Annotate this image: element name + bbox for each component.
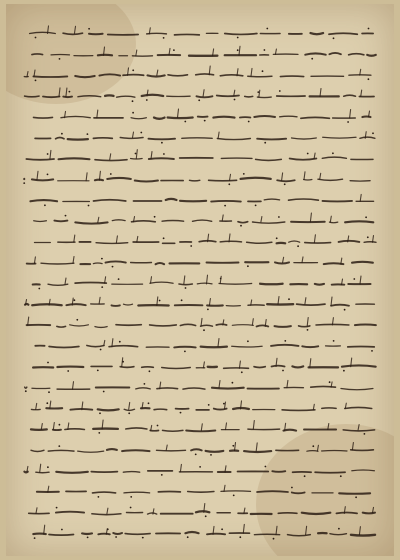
manuscript-line (23, 171, 370, 185)
manuscript-line (33, 524, 375, 539)
manuscript-line (33, 275, 371, 289)
manuscript-line (34, 213, 374, 227)
manuscript-line (24, 464, 374, 477)
manuscript-line (35, 339, 374, 353)
manuscript-line (27, 317, 376, 331)
manuscript-line (34, 109, 371, 123)
manuscript-line (35, 132, 375, 144)
manuscript-line (31, 401, 371, 414)
manuscript-line (24, 66, 371, 81)
manuscript-line (37, 485, 370, 498)
manuscript-line (32, 46, 376, 60)
manuscript-line (30, 194, 373, 206)
manuscript-line (33, 358, 376, 373)
manuscript-line (27, 257, 373, 268)
manuscript-line (35, 234, 377, 247)
manuscript-line (25, 88, 374, 102)
handwritten-text-lines (6, 4, 394, 556)
manuscript-page (6, 4, 394, 556)
manuscript-line (30, 26, 374, 39)
manuscript-line (25, 380, 373, 393)
manuscript-line (26, 150, 373, 161)
manuscript-line (31, 420, 375, 435)
manuscript-line (29, 504, 375, 518)
manuscript-line (31, 443, 373, 456)
manuscript-line (25, 297, 374, 311)
